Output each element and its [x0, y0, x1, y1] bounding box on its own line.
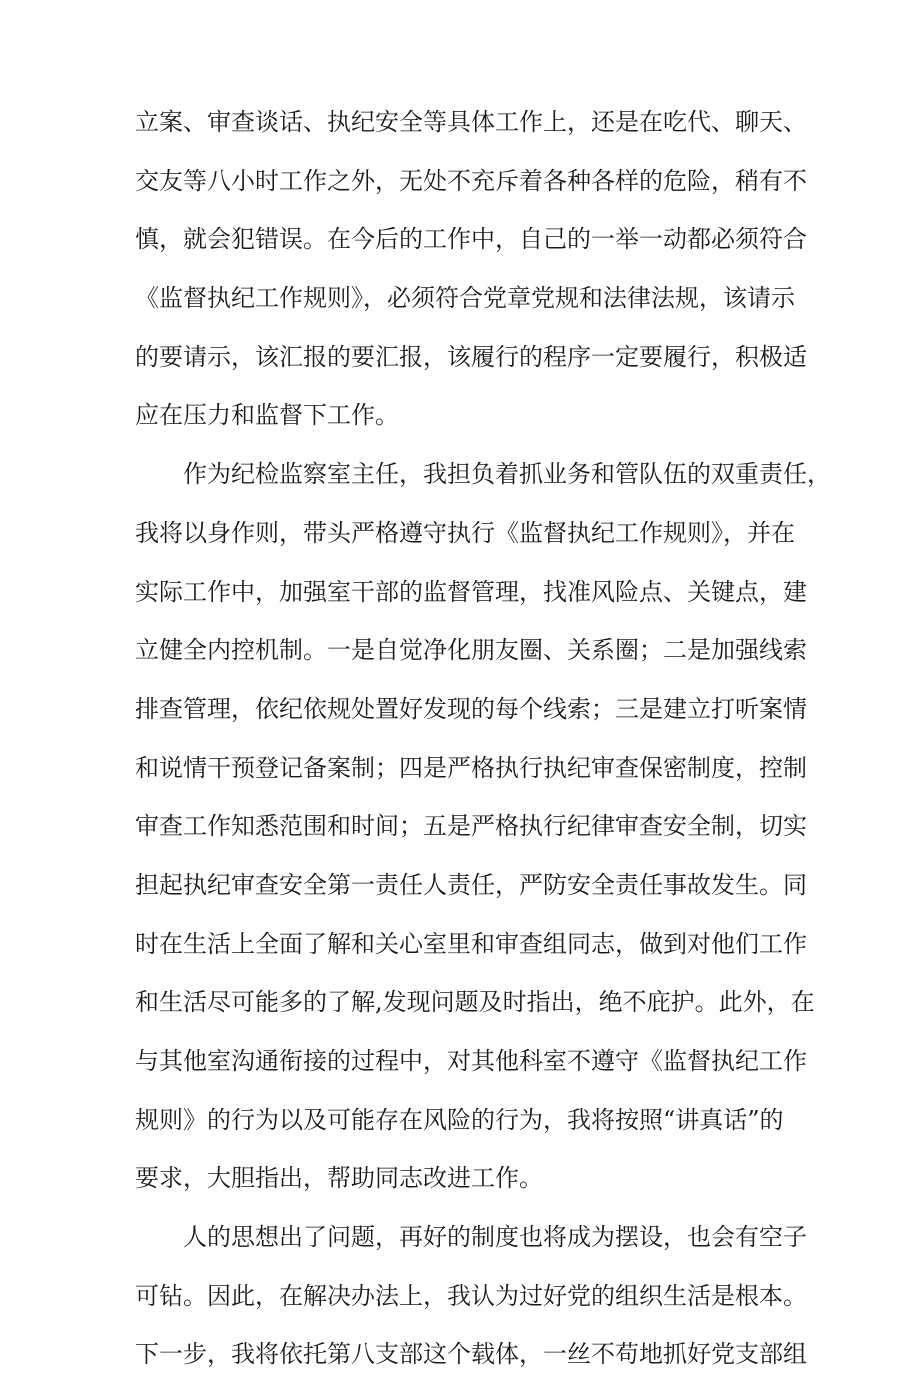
text-line: 和说情干预登记备案制；四是严格执行执纪审查保密制度，控制: [135, 753, 807, 782]
text-line: 要求，大胆指出，帮助同志改进工作。: [135, 1164, 543, 1193]
text-line: 担起执纪审查安全第一责任人责任，严防安全责任事故发生。同: [135, 870, 807, 899]
text-line: 《监督执纪工作规则》，必须符合党章党规和法律法规，该请示: [135, 284, 795, 313]
paragraph-first-line: 作为纪检监察室主任，我担负着抓业务和管队伍的双重责任，: [183, 460, 831, 489]
text-line: 可钻。因此，在解决办法上，我认为过好党的组织生活是根本。: [135, 1281, 807, 1310]
text-line: 与其他室沟通衔接的过程中，对其他科室不遵守《监督执纪工作: [135, 1047, 807, 1075]
text-line: 应在压力和监督下工作。: [135, 401, 399, 430]
text-line: 立健全内控机制。一是自觉净化朋友圈、关系圈；二是加强线索: [135, 636, 807, 665]
text-line: 审查工作知悉范围和时间；五是严格执行纪律审查安全制，切实: [135, 812, 807, 841]
document-body: [0, 107, 920, 1398]
text-line: 排查管理，依纪依规处置好发现的每个线索；三是建立打听案情: [135, 694, 807, 723]
text-line: 立案、审查谈话、执纪安全等具体工作上，还是在吃代、聊天、: [135, 108, 807, 136]
text-line: 实际工作中，加强室干部的监督管理，找准风险点、关键点，建: [135, 577, 807, 606]
text-line: 交友等八小时工作之外，无处不充斥着各种各样的危险，稍有不: [135, 166, 807, 195]
text-line: 和生活尽可能多的了解,发现问题及时指出，绝不庇护。此外，在: [135, 988, 815, 1017]
text-line: 规则》的行为以及可能存在风险的行为，我将按照“讲真话”的: [135, 1105, 784, 1134]
text-line: 我将以身作则，带头严格遵守执行《监督执纪工作规则》，并在: [135, 518, 795, 547]
text-line: 时在生活上全面了解和关心室里和审查组同志，做到对他们工作: [135, 929, 807, 958]
paragraph-first-line: 人的思想出了问题，再好的制度也将成为摆设，也会有空子: [183, 1223, 807, 1252]
text-line: 的要请示，该汇报的要汇报，该履行的程序一定要履行，积极适: [135, 342, 807, 371]
text-line: 下一步，我将依托第八支部这个载体，一丝不苟地抓好党支部组: [135, 1340, 807, 1369]
text-line: 慎，就会犯错误。在今后的工作中，自己的一举一动都必须符合: [135, 225, 807, 254]
